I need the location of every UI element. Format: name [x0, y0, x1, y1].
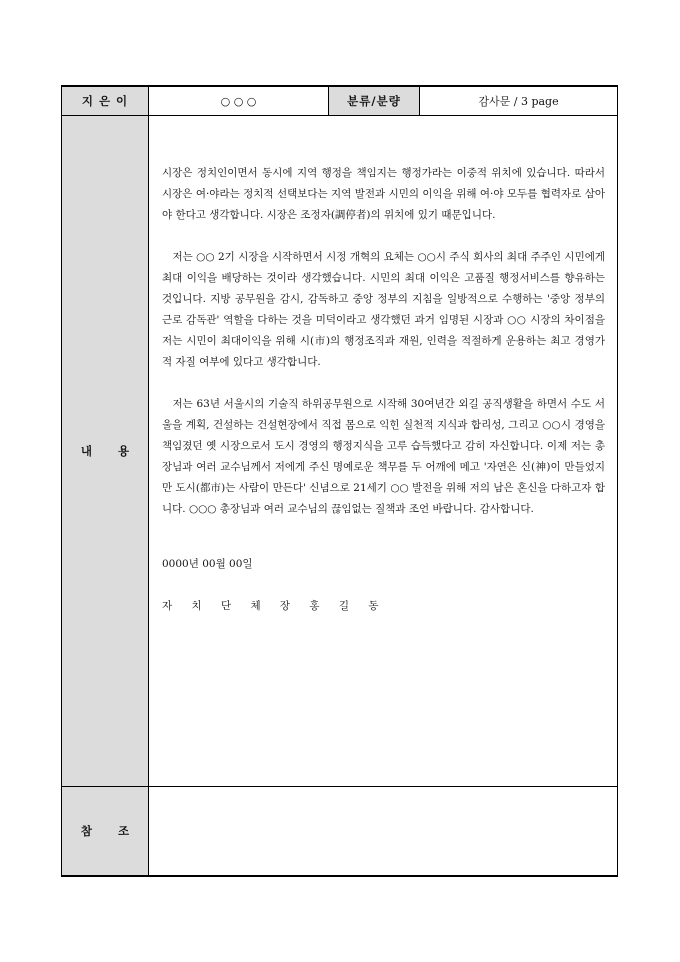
paragraph-2: 저는 ○○ 2기 시장을 시작하면서 시정 개혁의 요체는 ○○시 주식 회사의 최대 주주인 시민에게 최대 이익을 배당하는 것이라 생각했습니다. 시민의 최대 이익은 고품질 행정서비스를 향유하는 것입니다. 지방 공무원을 감시, 감독하고 중앙 정부의 지침을 일방적으로 수행하는 '중앙 정부의 근로 감독관' 역할을 다하는 것을 미덕이라고 생각했던 과거 임명된 시장과 ○○ 시장의 차이점을 저는 시민이 최대이익을 위해 시(市)의 행정조직과 재원, 인력을 적절하게 운용하는 최고 경영가적 자질 여부에 있다고 생각합니다.	[162, 251, 605, 368]
author-label: 지 은 이	[62, 86, 149, 116]
reference-label: 참 조	[62, 787, 149, 877]
paragraph-1: 시장은 정치인이면서 동시에 지역 행정을 책임지는 행정가라는 이중적 위치에 있습니다. 따라서 시장은 여·야라는 정치적 선택보다는 지역 발전과 시민의 이익을 위해 여·야 모두를 협력자로 삼아야 한다고 생각합니다. 시장은 조정자(調停者)의 위치에 있기 때문입니다.	[162, 167, 605, 221]
category-value: 감사문 / 3 page	[420, 86, 618, 116]
letter-date: 0000년 00월 00일	[162, 558, 253, 570]
reference-row	[62, 787, 618, 877]
category-label: 분류/분량	[329, 86, 420, 116]
content-cell	[149, 116, 618, 787]
paragraph-3: 저는 63년 서울시의 기술직 하위공무원으로 시작해 30여년간 외길 공직생활을 하면서 수도 서울을 계획, 건설하는 건설현장에서 직접 몸으로 익힌 실천적 지식과 합리성, 그리고 ○○시 경영을 책임졌던 옛 시장으로서 도시 경영의 행정지식을 고루 습득했다고 감히 자신합니다. 이제 저는 총장님과 여러 교수님께서 저에게 주신 명예로운 책무를 두 어깨에 메고 '자연은 신(神)이 만들었지만 도시(都市)는 사람이 만든다' 신념으로 21세기 ○○ 발전을 위해 저의 남은 혼신을 다하고자 합니다. ○○○ 총장님과 여러 교수님의 끊임없는 질책과 조언 바랍니다. 감사합니다.	[162, 398, 605, 515]
signer-name: 자 치 단 체 장 홍 길 동	[162, 600, 387, 612]
header-row	[62, 86, 618, 116]
content-row	[62, 116, 618, 787]
author-value: ○ ○ ○	[149, 86, 329, 116]
document-form	[61, 85, 617, 877]
letter-body	[149, 116, 617, 617]
content-label: 내 용	[62, 116, 149, 787]
form-table	[61, 85, 618, 877]
reference-value	[149, 787, 618, 877]
